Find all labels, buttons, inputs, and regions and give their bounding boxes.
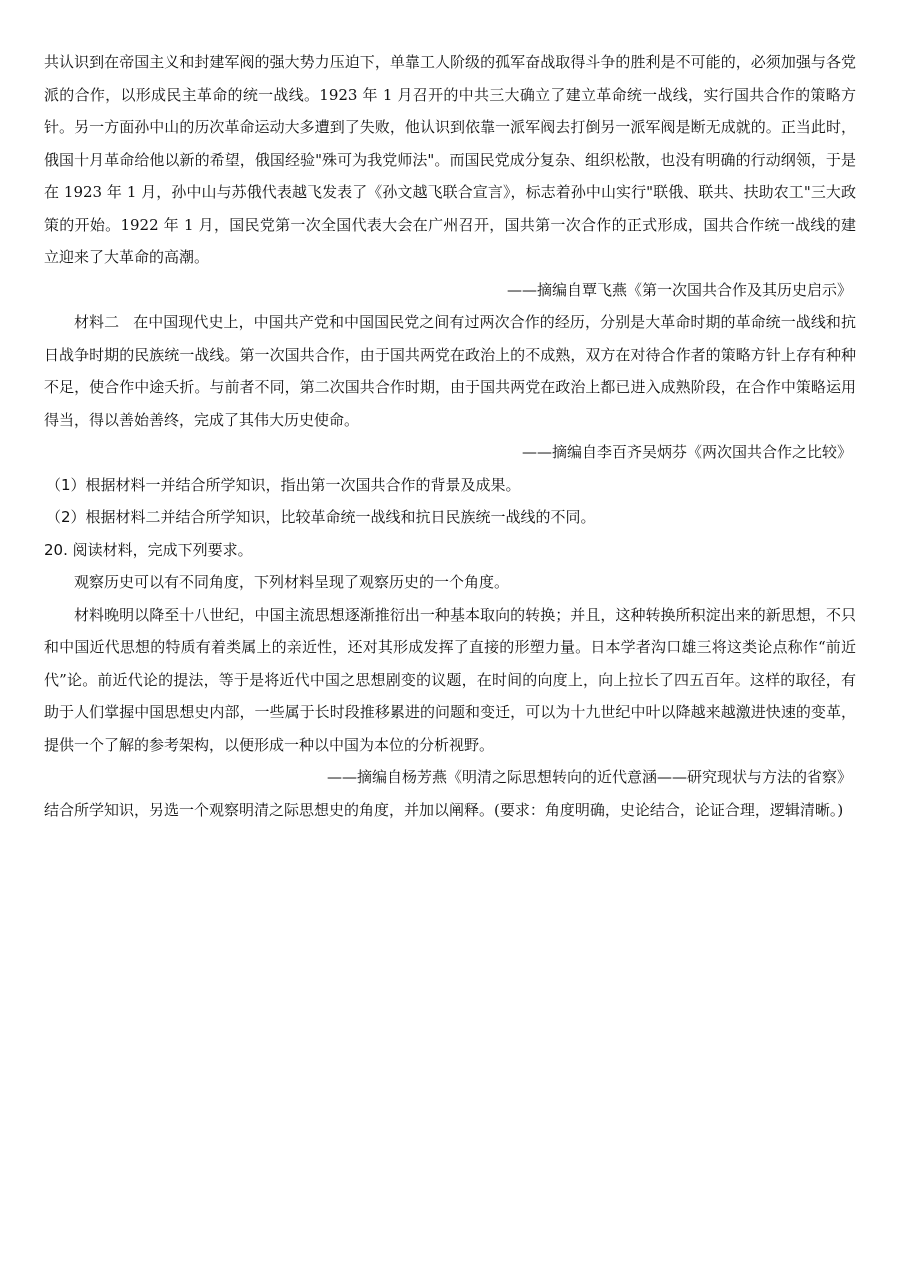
question-20-source: ——摘编自杨芳燕《明清之际思想转向的近代意涵——研究现状与方法的省察》 — [326, 768, 852, 786]
material1-continuation: 共认识到在帝国主义和封建军阀的强大势力压迫下，单靠工人阶级的孤军奋战取得斗争的胜利是不可能的，必须加强与各党派的合作，以形成民主革命的统一战线。1923 年 1 月召开的中共三大确立了建立革命统一战线，实行国共合作的策略方针。另一方面孙中山的历次革命运动大多遭到了失败，他认识到依靠一派军阀去打倒另一派军阀是断无成就的。正当此时，俄国十月革命给他以新的希望，俄国经验"殊可为我党师法"。而国民党成分复杂、组织松散，也没有明确的行动纲领，于是在 1923 年 1 月，孙中山与苏俄代表越飞发表了《孙文越飞联合宣言》，标志着孙中山实行"联俄、联共、扶助农工"三大政策的开始。1922 年 1 月，国民党第一次全国代表大会在广州召开，国共第一次合作的正式形成，国共合作统一战线的建立迎来了大革命的高潮。 — [44, 53, 856, 266]
question-20-intro: 观察历史可以有不同角度，下列材料呈现了观察历史的一个角度。 — [74, 573, 510, 591]
material2-source: ——摘编自李百齐吴炳芬《两次国共合作之比较》 — [521, 443, 852, 461]
question-20-task: 结合所学知识，另选一个观察明清之际思想史的角度，并加以阐释。(要求：角度明确，史论结合，论证合理，逻辑清晰。) — [44, 800, 844, 819]
material2-label: 材料二 — [74, 313, 120, 331]
material2-text: 在中国现代史上，中国共产党和中国国民党之间有过两次合作的经历，分别是大革命时期的革命统一战线和抗日战争时期的民族统一战线。第一次国共合作，由于国共两党在政治上的不成熟，双方在对待合作者的策略方针上存有种种不足，使合作中途夭折。与前者不同，第二次国共合作时期，由于国共两党在政治上都已进入成熟阶段，在合作中策略运用得当，得以善始善终，完成了其伟大历史使命。 — [44, 313, 856, 429]
question-19-2: （2）根据材料二并结合所学知识，比较革命统一战线和抗日民族统一战线的不同。 — [46, 508, 596, 526]
question-19-1: （1）根据材料一并结合所学知识，指出第一次国共合作的背景及成果。 — [46, 475, 521, 494]
material2-paragraph — [44, 306, 856, 436]
question-20-heading: 20. 阅读材料，完成下列要求。 — [44, 540, 253, 559]
material1-source: ——摘编自覃飞燕《第一次国共合作及其历史启示》 — [506, 280, 852, 299]
question-20-material: 材料晚明以降至十八世纪，中国主流思想逐渐推衍出一种基本取向的转换；并且，这种转换所积淀出来的新思想，不只和中国近代思想的特质有着类属上的亲近性，还对其形成发挥了直接的形塑力量。日本学者沟口雄三将这类论点称作“前近代”论。前近代论的提法，等于是将近代中国之思想剧变的议题，在时间的向度上，向上拉长了四五百年。这样的取径，有助于人们掌握中国思想史内部，一些属于长时段推移累进的问题和变迁，可以为十九世纪中叶以降越来越激进快速的变革，提供一个了解的参考架构，以便形成一种以中国为本位的分析视野。 — [44, 605, 856, 754]
